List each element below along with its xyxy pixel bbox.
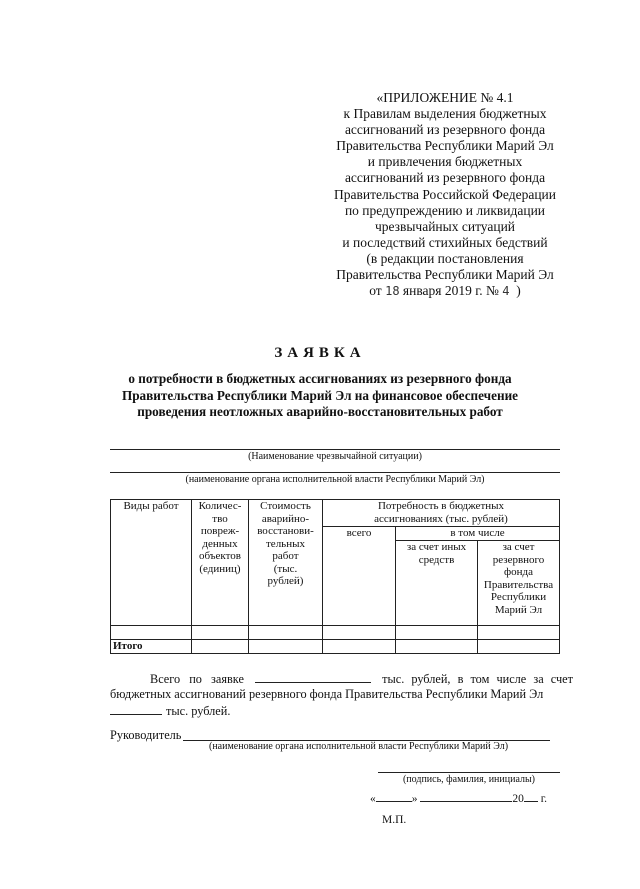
header-cost: Стоимость аварийно- восстанови- тельных работ (тыс. рублей) [249,500,323,626]
appendix-line: Правительства Республики Марий Эл [336,267,554,283]
document-title: ЗАЯВКА [274,345,366,361]
subtitle-line: о потребности в бюджетных ассигнованиях из резервного фонда [128,371,512,386]
header-work-types: Виды работ [111,500,192,626]
appendix-line: чрезвычайных ситуаций [374,218,516,234]
appendix-header [300,90,590,299]
appendix-line: ассигнований из резервного фонда [344,122,546,138]
authority-name-line[interactable] [110,472,560,473]
appendix-line: и последствий стихийных бедствий [342,234,548,250]
emergency-name-caption: (Наименование чрезвычайной ситуации) [248,451,422,462]
header-need: Потребность в бюджетных ассигнованиях (тыс. рублей) [323,500,560,527]
stamp-place: М.П. [382,814,407,826]
date-day: 18 [385,284,400,299]
total-row [111,640,560,654]
summary-line-2: бюджетных ассигнований резервного фонда Правительства Республики Марий Эл [110,687,544,701]
summary-line-1: Всего по заявке тыс. рублей, в том числе за счет [150,672,573,686]
header-including: в том числе [396,527,560,541]
document-subtitle [90,371,550,421]
total-amount-blank[interactable] [255,670,371,683]
fund-amount-blank[interactable] [110,702,162,715]
head-label: Руководитель [110,728,182,742]
resolution-date [300,283,590,299]
appendix-line: и привлечения бюджетных [367,154,523,170]
appendix-line: по предупреждению и ликвидации [344,202,546,218]
date-close: ) [516,283,521,299]
date-year-blank[interactable] [524,789,538,802]
header-count: Количес- тво повреж- денных объектов (единиц) [192,500,249,626]
signature-date: « » 20 г. [370,789,570,807]
total-label: Итого [111,640,192,654]
resolution-number: 4 [502,284,510,299]
signature-caption: (подпись, фамилия, инициалы) [402,774,536,785]
appendix-line: Правительства Российской Федерации [334,186,556,202]
appendix-line: Правительства Республики Марий Эл [336,138,554,154]
head-caption: (наименование органа исполнительной власти Республики Марий Эл) [209,741,509,752]
appendix-line: к Правилам выделения бюджетных [343,106,547,122]
subtitle-line: проведения неотложных аварийно-восстановительных работ [137,404,503,419]
signature-line[interactable] [378,772,560,773]
table-row [111,626,560,640]
date-month-blank[interactable] [420,789,512,802]
header-total: всего [323,527,396,626]
date-day-blank[interactable] [376,789,412,802]
appendix-line: «ПРИЛОЖЕНИЕ № 4.1 [376,90,514,105]
appendix-line: (в редакции постановления [366,250,524,266]
needs-table [110,499,560,654]
subtitle-line: Правительства Республики Марий Эл на финансовое обеспечение [121,387,519,403]
authority-name-caption: (наименование органа исполнительной власти Республики Марий Эл) [185,474,485,485]
summary-line-3: тыс. рублей. [110,702,410,719]
date-rest: января 2019 г. № [402,283,499,299]
header-other-sources: за счет иных средств [396,541,478,626]
emergency-name-line[interactable] [110,449,560,450]
date-prefix: от [369,283,382,299]
appendix-line: ассигнований из резервного фонда [344,170,546,186]
header-reserve-fund: за счет резервного фонда Правительства Республики Марий Эл [478,541,560,626]
